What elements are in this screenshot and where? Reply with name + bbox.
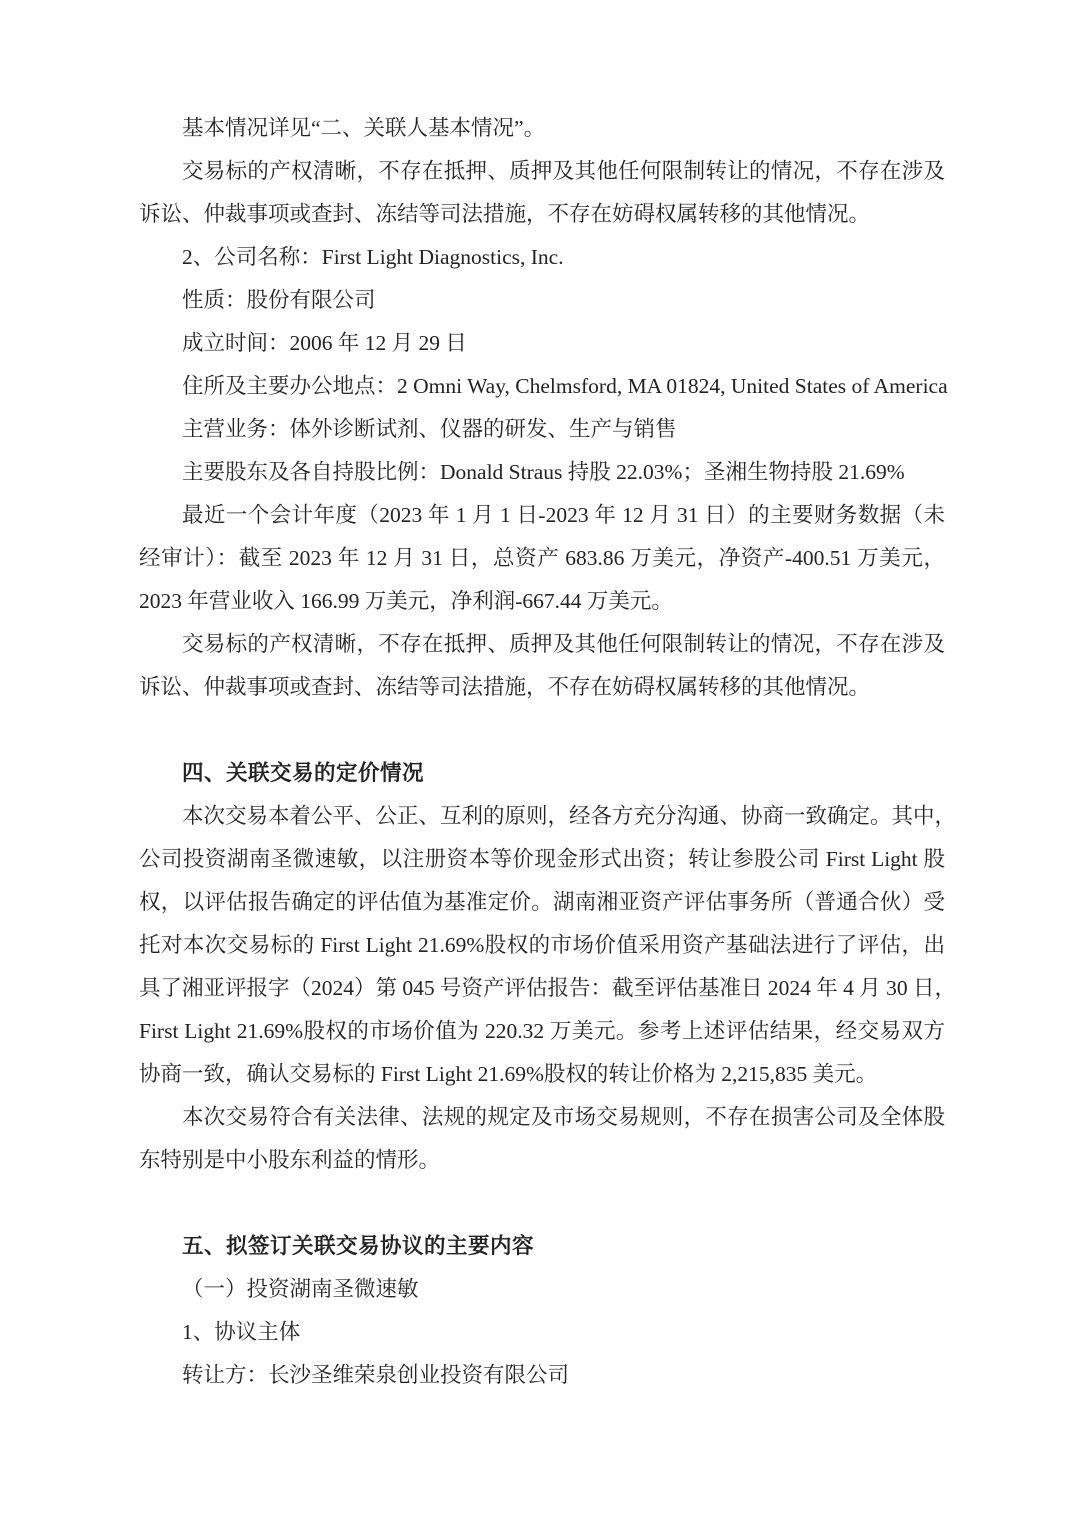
text-line: 2、公司名称：First Light Diagnostics, Inc.: [182, 245, 564, 269]
text-line: 主要股东及各自持股比例：Donald Straus 持股 22.03%；圣湘生物持股 21.69%: [182, 460, 905, 484]
blank-line: [139, 709, 945, 752]
text-line: 协商一致，确认交易标的 First Light 21.69%股权的转让价格为 2,215,835 美元。: [139, 1062, 878, 1086]
text-line: 具了湘亚评报字（2024）第 045 号资产评估报告：截至评估基准日 2024 年 4 月 30 日，: [139, 976, 957, 1000]
blank-line: [139, 1182, 945, 1225]
paragraph: [139, 451, 945, 494]
paragraph: [139, 494, 945, 623]
paragraph: [139, 150, 945, 236]
text-line: 经审计）：截至 2023 年 12 月 31 日，总资产 683.86 万美元，净资产-400.51 万美元，: [139, 546, 945, 570]
paragraph: [139, 1311, 945, 1354]
text-line: 托对本次交易标的 First Light 21.69%股权的市场价值采用资产基础法进行了评估，出: [139, 933, 945, 957]
paragraph: [139, 322, 945, 365]
paragraph: [139, 795, 957, 1096]
paragraph: [139, 107, 945, 150]
text-line: 转让方：长沙圣维荣泉创业投资有限公司: [182, 1363, 570, 1387]
text-line: 四、关联交易的定价情况: [182, 761, 425, 785]
paragraph: [139, 279, 945, 322]
text-line: 成立时间：2006 年 12 月 29 日: [182, 331, 467, 355]
paragraph: [139, 623, 945, 709]
text-line: 公司投资湖南圣微速敏，以注册资本等价现金形式出资；转让参股公司 First Light 股: [139, 847, 945, 871]
text-line: 本次交易本着公平、公正、互利的原则，经各方充分沟通、协商一致确定。其中，: [182, 804, 957, 828]
paragraph: [139, 236, 945, 279]
document-body: [139, 107, 957, 1397]
text-line: （一）投资湖南圣微速敏: [182, 1277, 419, 1301]
text-line: 最近一个会计年度（2023 年 1 月 1 日-2023 年 12 月 31 日）的主要财务数据（未: [182, 503, 945, 527]
paragraph: [139, 1354, 945, 1397]
text-line: 性质：股份有限公司: [182, 288, 376, 312]
text-line: 交易标的产权清晰，不存在抵押、质押及其他任何限制转让的情况，不存在涉及: [182, 632, 945, 656]
section-heading: [139, 752, 945, 795]
text-line: 东特别是中小股东利益的情形。: [139, 1148, 441, 1172]
text-line: 权，以评估报告确定的评估值为基准定价。湖南湘亚资产评估事务所（普通合伙）受: [139, 890, 945, 914]
paragraph: [139, 408, 945, 451]
text-line: 基本情况详见“二、关联人基本情况”。: [182, 116, 546, 140]
text-line: 诉讼、仲裁事项或查封、冻结等司法措施，不存在妨碍权属转移的其他情况。: [139, 202, 871, 226]
text-line: First Light 21.69%股权的市场价值为 220.32 万美元。参考上述评估结果，经交易双方: [139, 1019, 945, 1043]
paragraph: [139, 365, 948, 408]
text-line: 五、拟签订关联交易协议的主要内容: [182, 1234, 535, 1258]
paragraph: [139, 1268, 945, 1311]
text-line: 1、协议主体: [182, 1320, 301, 1344]
paragraph: [139, 1096, 945, 1182]
text-line: 2023 年营业收入 166.99 万美元，净利润-667.44 万美元。: [139, 589, 673, 613]
text-line: 住所及主要办公地点：2 Omni Way, Chelmsford, MA 01824, United States of America: [182, 374, 948, 398]
text-line: 本次交易符合有关法律、法规的规定及市场交易规则，不存在损害公司及全体股: [182, 1105, 945, 1129]
text-line: 诉讼、仲裁事项或查封、冻结等司法措施，不存在妨碍权属转移的其他情况。: [139, 675, 871, 699]
section-heading: [139, 1225, 945, 1268]
text-line: 交易标的产权清晰，不存在抵押、质押及其他任何限制转让的情况，不存在涉及: [182, 159, 945, 183]
text-line: 主营业务：体外诊断试剂、仪器的研发、生产与销售: [182, 417, 677, 441]
